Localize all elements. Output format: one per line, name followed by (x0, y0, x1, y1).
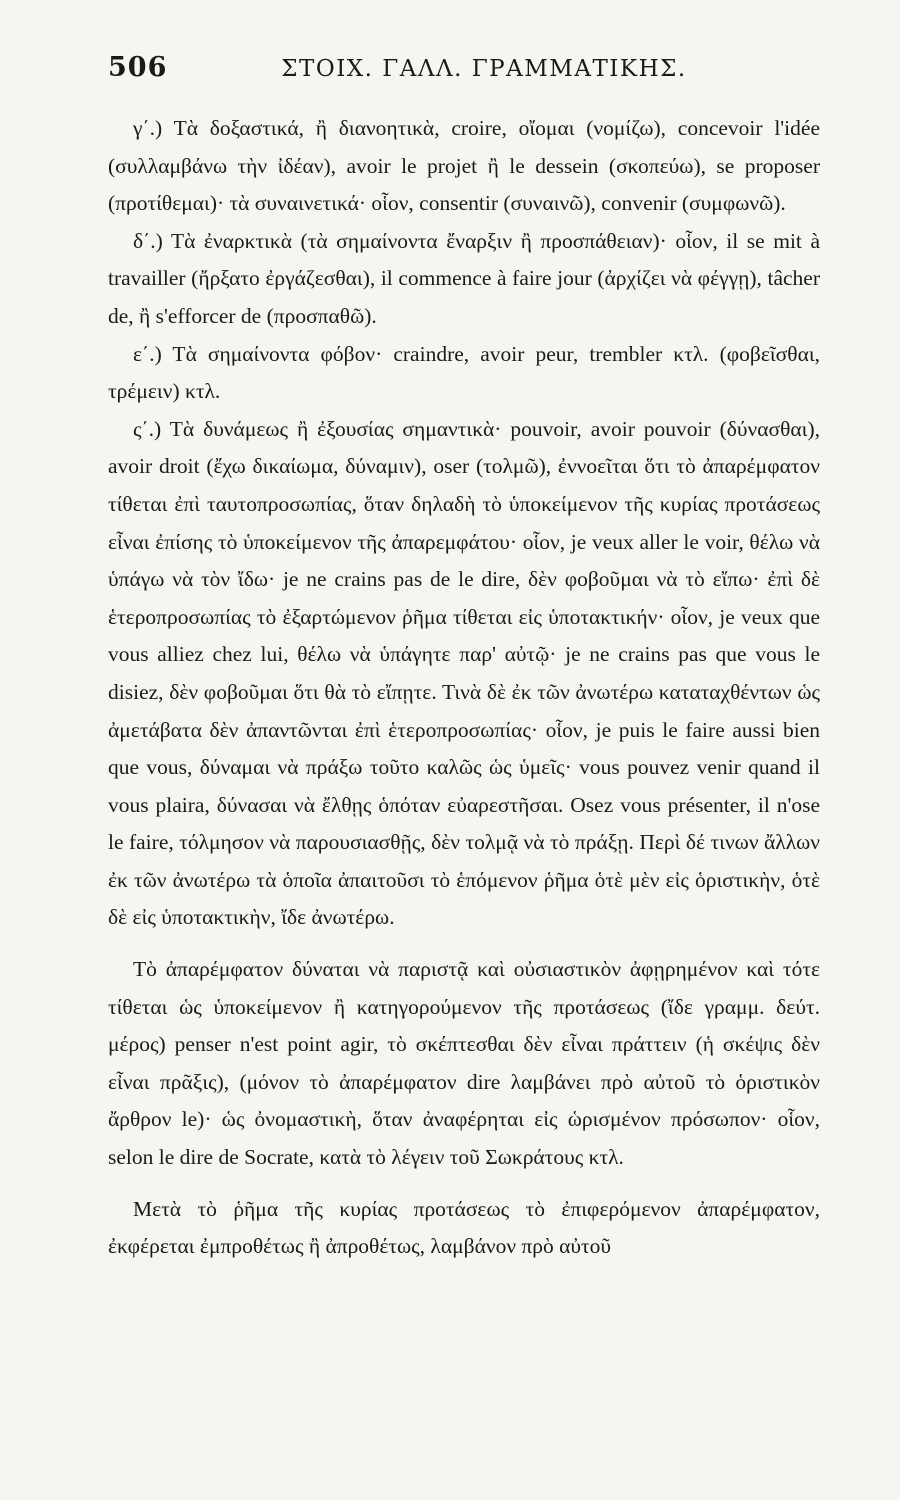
paragraph-stigma: ς΄.) Τὰ δυνάμεως ἢ ἐξουσίας σημαντικὰ· pouvoir, avoir pouvoir (δύνασθαι), avoir droit (ἔχω δικαίωμα, δύναμιν), oser (τολμῶ), ἐννοεῖται ὅτι τὸ ἀπαρέμφατον τίθεται ἐπὶ ταυτοπροσωπίας, ὅταν δηλαδὴ τὸ ὑποκείμενον τῆς κυρίας προτάσεως εἶναι ἐπίσης τὸ ὑποκείμενον τῆς ἀπαρεμφάτου· οἷον, je veux aller le voir, θέλω νὰ ὑπάγω νὰ τὸν ἴδω· je ne crains pas de le dire, δὲν φοβοῦμαι νὰ τὸ εἴπω· ἐπὶ δὲ ἑτεροπροσωπίας τὸ ἐξαρτώμενον ῥῆμα τίθεται εἰς ὑποτακτικήν· οἷον, je veux que vous alliez chez lui, θέλω νὰ ὑπάγητε παρ' αὐτῷ· je ne crains pas que vous le disiez, δὲν φοβοῦμαι ὅτι θὰ τὸ εἴπῃτε. Τινὰ δὲ ἐκ τῶν ἀνωτέρω καταταχθέντων ὡς ἀμετάβατα δὲν ἀπαντῶνται ἐπὶ ἑτεροπροσωπίας· οἷον, je puis le faire aussi bien que vous, δύναμαι νὰ πράξω τοῦτο καλῶς ὡς ὑμεῖς· vous pouvez venir quand il vous plaira, δύνασαι νὰ ἔλθῃς ὁπόταν εὐαρεστῆσαι. Osez vous présenter, il n'ose le faire, τόλμησον νὰ παρουσιασθῇς, δὲν τολμᾷ νὰ τὸ πράξῃ. Περὶ δέ τινων ἄλλων ἐκ τῶν ἀνωτέρω τὰ ὁποῖα ἀπαιτοῦσι τὸ ἑπόμενον ῥῆμα ὁτὲ μὲν εἰς ὁριστικὴν, ὁτὲ δὲ εἰς ὑποτακτικὴν, ἴδε ἀνωτέρω. (108, 416, 820, 930)
paragraph-infinitive-prepositional: Μετὰ τὸ ῥῆμα τῆς κυρίας προτάσεως τὸ ἐπιφερόμενον ἀπαρέμφατον, ἐκφέρεται ἐμπροθέτως ἢ ἀπροθέτως, λαμβάνον πρὸ αὐτοῦ (108, 1196, 820, 1259)
page-header (108, 48, 820, 92)
paragraph-gamma: γ΄.) Τὰ δοξαστικά, ἢ διανοητικὰ, croire, οἴομαι (νομίζω), concevoir l'idée (συλλαμβάνω τὴν ἰδέαν), avoir le projet ἢ le dessein (σκοπεύω), se proposer (προτίθεμαι)· τὰ συναινετικά· οἷον, consentir (συναινῶ), convenir (συμφωνῶ). (108, 116, 820, 216)
paragraph-infinitive-noun: Τὸ ἀπαρέμφατον δύναται νὰ παριστᾷ καὶ οὐσιαστικὸν ἀφῃρημένον καὶ τότε τίθεται ὡς ὑποκείμενον ἢ κατηγορούμενον τῆς προτάσεως (ἴδε γραμμ. δεύτ. μέρος) penser n'est point agir, τὸ σκέπτεσθαι δὲν εἶναι πράττειν (ἡ σκέψις δὲν εἶναι πρᾶξις), (μόνον τὸ ἀπαρέμφατον dire λαμβάνει πρὸ αὐτοῦ τὸ ὁριστικὸν ἄρθρον le)· ὡς ὀνομαστικὴ, ὅταν ἀναφέρηται εἰς ὡρισμένον πρόσωπον· οἷον, selon le dire de Socrate, κατὰ τὸ λέγειν τοῦ Σωκράτους κτλ. (108, 957, 820, 1170)
page-number: 506 (108, 52, 168, 83)
running-title: ΣΤΟΙΧ. ΓΑΛΛ. ΓΡΑΜΜΑΤΙΚΗΣ. (281, 56, 687, 82)
paragraph-epsilon: ε΄.) Τὰ σημαίνοντα φόβον· craindre, avoir peur, trembler κτλ. (φοβεῖσθαι, τρέμειν) κτλ. (108, 341, 820, 404)
body-text (108, 110, 820, 1266)
paragraph-delta: δ΄.) Τὰ ἐναρκτικὰ (τὰ σημαίνοντα ἔναρξιν ἢ προσπάθειαν)· οἷον, il se mit à travailler (ἤρξατο ἐργάζεσθαι), il commence à faire jour (ἀρχίζει νὰ φέγγῃ), tâcher de, ἢ s'efforcer de (προσπαθῶ). (108, 228, 820, 328)
